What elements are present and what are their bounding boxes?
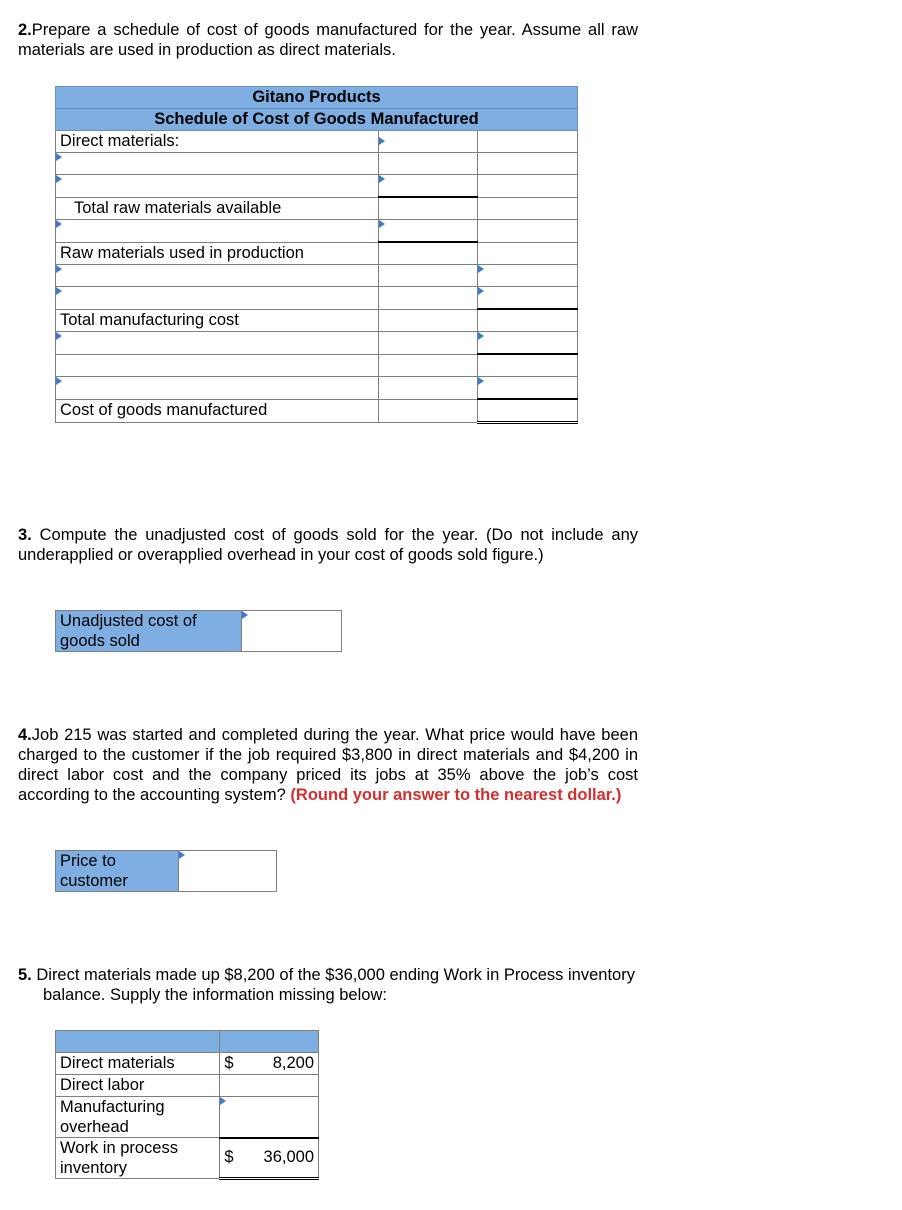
q5-dl-label: Direct labor	[56, 1075, 220, 1097]
q5-prompt	[18, 965, 663, 1005]
input-marker-icon	[242, 611, 248, 619]
q5-mo-label: Manufacturing overhead	[56, 1097, 220, 1138]
input-raw-3b[interactable]	[477, 220, 577, 243]
input-total-raw[interactable]	[378, 197, 477, 220]
row-label-total-mfg: Total manufacturing cost	[56, 309, 379, 332]
q3-prompt	[18, 525, 638, 565]
input-cogm[interactable]	[477, 399, 577, 423]
input-mo-2[interactable]	[477, 287, 577, 310]
input-dm-2[interactable]	[477, 131, 577, 153]
input-wip-3[interactable]	[378, 354, 477, 377]
input-marker-icon	[379, 175, 385, 183]
input-raw-2b[interactable]	[477, 175, 577, 198]
q3-table	[55, 610, 342, 652]
input-wip-5[interactable]	[378, 377, 477, 400]
q3-number: 3.	[18, 526, 32, 544]
q5-header-right	[220, 1031, 319, 1053]
cogm-schedule-table	[55, 86, 578, 424]
row-label-direct-materials: Direct materials:	[56, 131, 379, 153]
input-wip-4[interactable]	[477, 354, 577, 377]
input-marker-icon	[478, 265, 484, 273]
input-dm-1[interactable]	[378, 131, 477, 153]
q5-number: 5.	[18, 966, 32, 984]
input-raw-2[interactable]	[378, 175, 477, 198]
dropdown-marker-icon	[56, 287, 62, 295]
row-label-total-raw: Total raw materials available	[56, 197, 379, 220]
dropdown-marker-icon	[56, 220, 62, 228]
q4-text: Job 215 was started and completed during the year. What price would have been charged to the customer if the job required $3,800 in direct materials and $4,200 in direct labor cost and the company priced its jobs at 35% above the job’s cost according to the accounting system?	[18, 726, 638, 804]
dropdown-marker-icon	[56, 175, 62, 183]
input-total-mfg-1[interactable]	[378, 309, 477, 332]
input-wip-1[interactable]	[378, 332, 477, 355]
q5-header-left	[56, 1031, 220, 1053]
q5-wip-value-cell	[220, 1138, 319, 1179]
select-raw-1[interactable]	[56, 153, 379, 175]
input-dl-2[interactable]	[477, 265, 577, 287]
select-dl[interactable]	[56, 265, 379, 287]
input-marker-icon	[478, 332, 484, 340]
unadjusted-cogs-label: Unadjusted cost of goods sold	[56, 611, 242, 652]
q4-hint: (Round your answer to the nearest dollar.)	[290, 786, 622, 804]
q2-text: Prepare a schedule of cost of goods manufactured for the year. Assume all raw materials are used in production as direct materials.	[18, 21, 638, 59]
input-raw-3[interactable]	[378, 220, 477, 243]
input-mo-1[interactable]	[378, 287, 477, 310]
q5-dm-value: 8,200	[272, 1054, 314, 1072]
input-raw-1b[interactable]	[477, 153, 577, 175]
select-wip-1[interactable]	[56, 332, 379, 355]
select-mo[interactable]	[56, 287, 379, 310]
unadjusted-cogs-input[interactable]	[242, 611, 342, 652]
dropdown-marker-icon	[56, 332, 62, 340]
input-marker-icon	[179, 851, 185, 859]
company-name: Gitano Products	[56, 87, 578, 109]
q5-wip-currency: $	[224, 1148, 234, 1167]
price-to-customer-input[interactable]	[178, 851, 276, 892]
input-marker-icon	[478, 377, 484, 385]
input-raw-used[interactable]	[378, 242, 477, 265]
q5-dm-value-cell	[220, 1053, 319, 1075]
price-to-customer-label: Price to customer	[56, 851, 179, 892]
q5-text: Direct materials made up $8,200 of the $36,000 ending Work in Process inventory balance. Supply the information missing below:	[36, 966, 635, 1004]
row-label-raw-used: Raw materials used in production	[56, 242, 379, 265]
dropdown-marker-icon	[56, 377, 62, 385]
q2-prompt	[18, 20, 638, 60]
input-dl-1[interactable]	[378, 265, 477, 287]
q5-dm-currency: $	[224, 1054, 234, 1072]
q5-wip-label: Work in process inventory	[56, 1138, 220, 1179]
input-marker-icon	[478, 287, 484, 295]
input-raw-used-b[interactable]	[477, 242, 577, 265]
input-cogm-1[interactable]	[378, 399, 477, 423]
q5-mo-input[interactable]	[220, 1097, 319, 1138]
q5-wip-value: 36,000	[263, 1148, 314, 1167]
q5-table	[55, 1030, 319, 1180]
q2-number: 2.	[18, 21, 32, 39]
q4-table	[55, 850, 277, 892]
input-marker-icon	[379, 220, 385, 228]
input-total-raw-b[interactable]	[477, 197, 577, 220]
q5-dm-label: Direct materials	[56, 1053, 220, 1075]
q3-text: Compute the unadjusted cost of goods sold for the year. (Do not include any underapplied or overapplied overhead in your cost of goods sold figure.)	[18, 526, 638, 564]
select-raw-2[interactable]	[56, 175, 379, 198]
input-marker-icon	[379, 137, 385, 145]
input-raw-1[interactable]	[378, 153, 477, 175]
select-raw-3[interactable]	[56, 220, 379, 243]
input-marker-icon	[220, 1097, 226, 1105]
q4-number: 4.	[18, 726, 32, 744]
q5-dl-input[interactable]	[220, 1075, 319, 1097]
select-wip-3[interactable]	[56, 354, 379, 377]
dropdown-marker-icon	[56, 265, 62, 273]
q4-prompt	[18, 725, 638, 805]
input-total-mfg[interactable]	[477, 309, 577, 332]
schedule-title: Schedule of Cost of Goods Manufactured	[56, 109, 578, 131]
input-wip-2[interactable]	[477, 332, 577, 355]
input-wip-6[interactable]	[477, 377, 577, 400]
dropdown-marker-icon	[56, 153, 62, 161]
select-wip-5[interactable]	[56, 377, 379, 400]
row-label-cogm: Cost of goods manufactured	[56, 399, 379, 423]
